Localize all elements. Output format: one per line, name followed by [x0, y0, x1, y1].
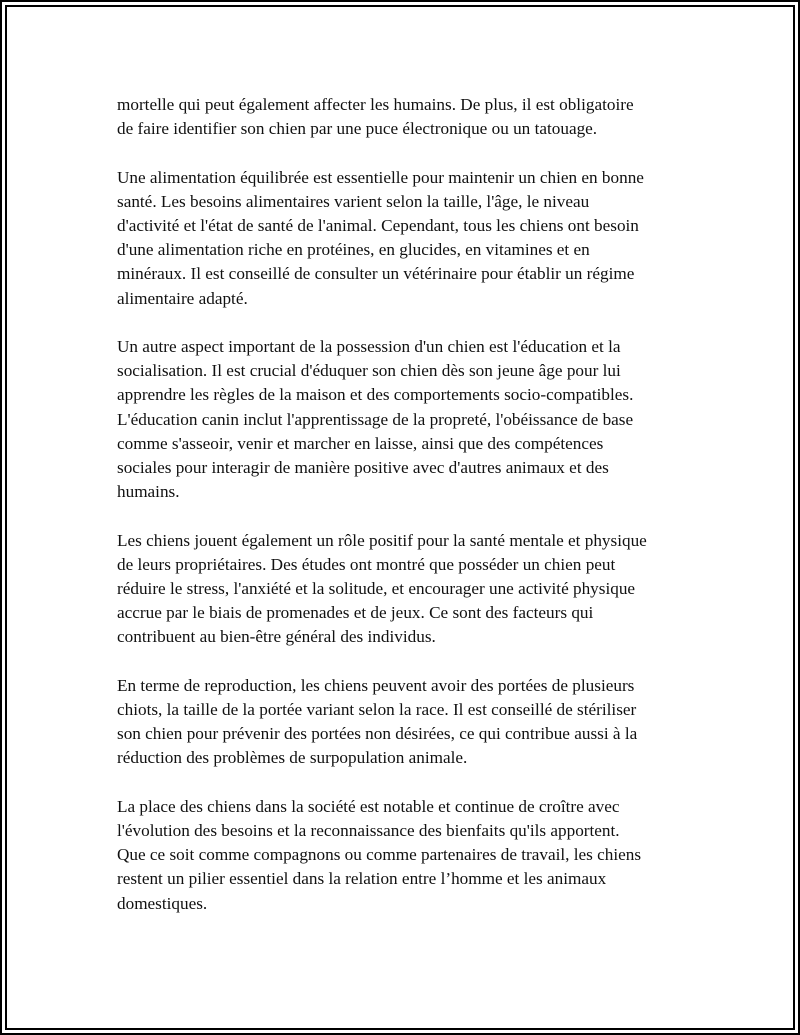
paragraph-health-benefits: Les chiens jouent également un rôle positif pour la santé mentale et physique de leurs propriétaires. Des études ont montré que posséder un chien peut réduire le stress, l'anxiété et la solitude, et encourager une activité physique accrue par le biais de promenades et de jeux. Ce sont des facteurs qui contribuent au bien-être général des individus.: [117, 530, 647, 647]
paragraph-education: Un autre aspect important de la possession d'un chien est l'éducation et la socialisation. Il est crucial d'éduquer son chien dès son jeune âge pour lui apprendre les règles de la maison et des comportements socio-compatibles. L'éducation canin inclut l'apprentissage de la propreté, l'obéissance de base comme s'asseoir, venir et marcher en laisse, ainsi que des compétences sociales pour interagir de manière positive avec d'autres animaux et des humains.: [117, 337, 634, 502]
paragraph-rabies-identification: mortelle qui peut également affecter les humains. De plus, il est obligatoire de faire identifier son chien par une puce électronique ou un tatouage.: [117, 95, 634, 139]
paragraph-nutrition: Une alimentation équilibrée est essentielle pour maintenir un chien en bonne santé. Les besoins alimentaires varient selon la taille, l'âge, le niveau d'activité et l'état de santé de l'animal. Cependant, tous les chiens ont besoin d'une alimentation riche en protéines, en glucides, en vitamines et en minéraux. Il est conseillé de consulter un vétérinaire pour établir un régime alimentaire adapté.: [117, 167, 644, 308]
document-body: [117, 93, 697, 940]
paragraph-society: La place des chiens dans la société est notable et continue de croître avec l'évolution des besoins et la reconnaissance des bienfaits qu'ils apportent. Que ce soit comme compagnons ou comme partenaires de travail, les chiens restent un pilier essentiel dans la relation entre l’homme et les animaux domestiques.: [117, 796, 642, 913]
paragraph-reproduction: En terme de reproduction, les chiens peuvent avoir des portées de plusieurs chiots, la taille de la portée variant selon la race. Il est conseillé de stériliser son chien pour prévenir des portées non désirées, ce qui contribue aussi à la réduction des problèmes de surpopulation animale.: [117, 675, 638, 768]
